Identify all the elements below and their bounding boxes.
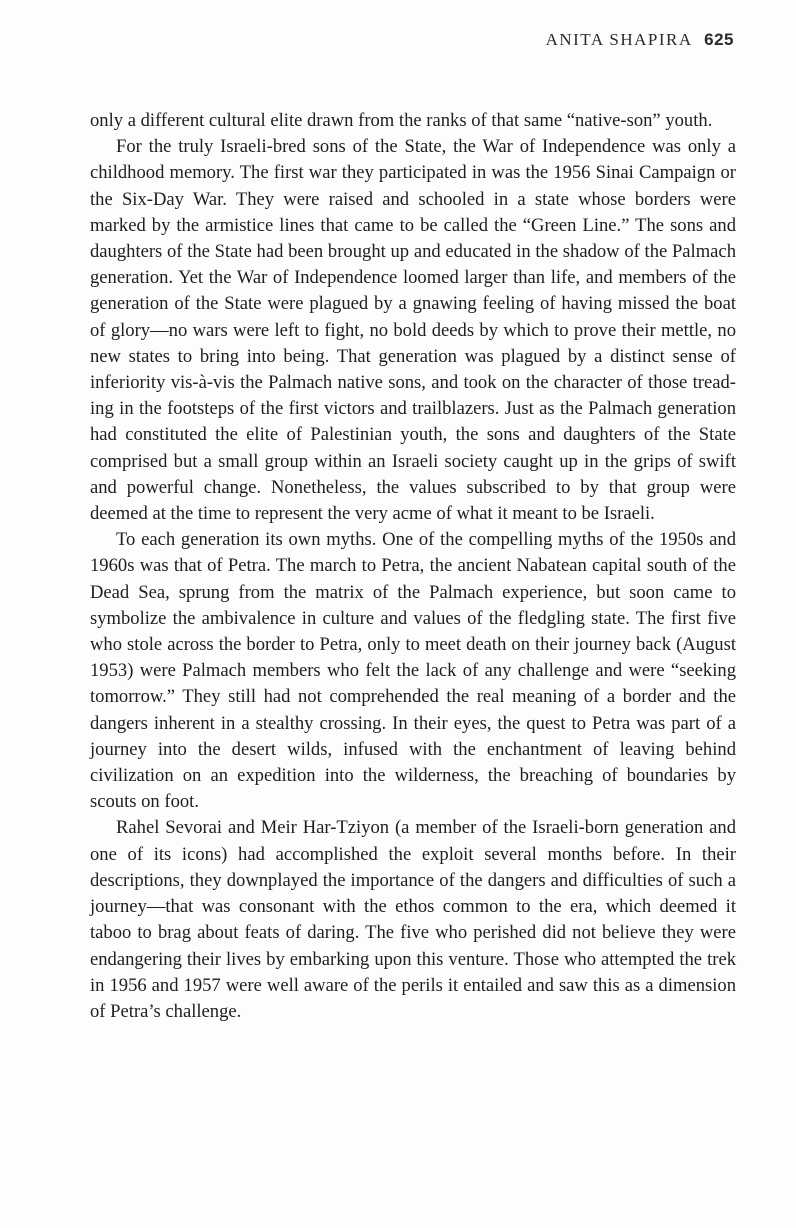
paragraph-sevorai-har-tziyon: Rahel Sevorai and Meir Har-Tziyon (a member of the Israeli-born generation and one of its icons) had accomplished the exploit several months before. In their descriptions, they downplayed the importance of the dangers and difficulties of such a journey—that was consonant with the ethos common to the era, which deemed it taboo to brag about feats of daring. The five who perished did not believe they were endangering their lives by embarking upon this venture. Those who attempted the trek in 1956 and 1957 were well aware of the perils it entailed and saw this as a dimension of Petra’s challenge.: [90, 817, 736, 1022]
page-number: 625: [704, 30, 734, 49]
running-head-author: ANITA SHAPIRA: [545, 30, 693, 49]
paragraph-continuation: only a different cultural elite drawn from the ranks of that same “native-son” youth.: [90, 110, 713, 131]
paragraph-sons-of-the-state: For the truly Israeli-bred sons of the State, the War of Independence was only a childhood memory. The first war they participated in was the 1956 Sinai Campaign or the Six-Day War. They were raised and schooled in a state whose borders were marked by the armistice lines that came to be called the “Green Line.” The sons and daughters of the State had been brought up and educated in the shadow of the Palmach generation. Yet the War of Independence loomed larger than life, and members of the generation of the State were plagued by a gnawing feeling of having missed the boat of glory—no wars were left to fight, no bold deeds by which to prove their mettle, no new states to bring into being. That generation was plagued by a distinct sense of inferiority vis-à-vis the Palmach native sons, and took on the character of those treading in the footsteps of the first victors and trailblazers. Just as the Palmach generation had constituted the elite of Palestinian youth, the sons and daughters of the State comprised but a small group within an Israeli society caught up in the grips of swift and powerful change. Nonetheless, the values subscribed to by that group were deemed at the time to represent the very acme of what it meant to be Israeli.: [90, 136, 736, 525]
running-head: [546, 30, 734, 50]
body-text: [90, 108, 736, 1025]
paragraph-petra-myth: To each generation its own myths. One of the compelling myths of the 1950s and 1960s was that of Petra. The march to Petra, the ancient Nabatean capital south of the Dead Sea, sprung from the matrix of the Palmach experience, but soon came to symbolize the ambivalence in culture and values of the fledgling state. The first five who stole across the border to Petra, only to meet death on their journey back (August 1953) were Palmach members who felt the lack of any challenge and were “seeking tomorrow.” They still had not comprehended the real meaning of a border and the dangers inherent in a stealthy crossing. In their eyes, the quest to Petra was part of a journey into the desert wilds, infused with the enchantment of leaving behind civilization on an expedition into the wilderness, the breaching of boundaries by scouts on foot.: [90, 529, 736, 813]
